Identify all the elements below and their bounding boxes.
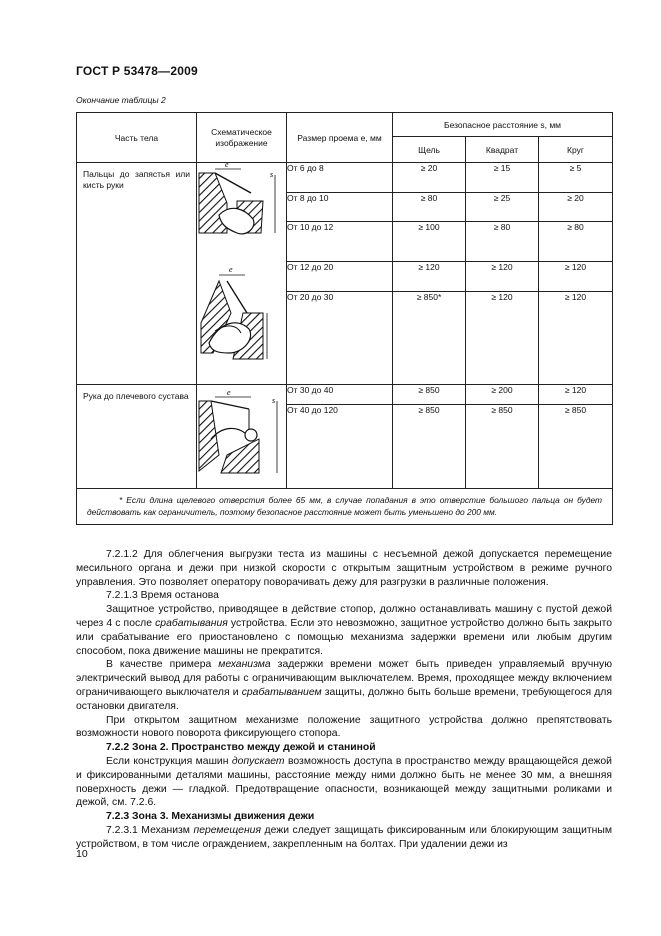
square-cell: ≥ 15: [466, 163, 539, 193]
square-cell: ≥ 80: [466, 222, 539, 262]
round-cell: ≥ 120: [539, 292, 613, 385]
paragraph-open-guard: При открытом защитном механизме положение защитного устройства должно препятствовать возможности нового поворота фиксирующего стопора.: [76, 714, 612, 740]
page-number: 10: [76, 848, 88, 860]
table-caption: Окончание таблицы 2: [76, 95, 166, 105]
paragraph-stop-time: Защитное устройство, приводящее в действие стопор, должно останавливать машину с пустой дежой через 4 с после срабатывания устройства. Если это невозможно, защитное устройство должно быть закрыто или срабатывание его приостановлено с помощью механизма задержки времени или любым другим способом, пока движение машины не прекратится.: [76, 604, 612, 657]
square-cell: ≥ 25: [466, 193, 539, 222]
size-cell: От 10 до 12: [287, 222, 393, 262]
header-scheme: Схематическое изображение: [197, 113, 287, 163]
round-cell: ≥ 120: [539, 385, 613, 405]
size-cell: От 8 до 10: [287, 193, 393, 222]
scheme-fingers: [197, 163, 287, 385]
slot-cell: ≥ 850: [393, 385, 466, 405]
paragraph-delay-example: В качестве примера механизма задержки времени может быть приведен управляемый вручную электрический вывод для работы с ограничивающим выключателем. Время, проходящее между включением ограничивающего выключателя и срабатыванием защиты, должно быть больше времени, требующегося для остановки двигателя.: [76, 659, 613, 712]
header-body-part: Часть тела: [77, 113, 197, 163]
svg-text:s: s: [270, 170, 274, 179]
round-cell: ≥ 120: [539, 262, 613, 292]
slot-cell: ≥ 120: [393, 262, 466, 292]
round-cell: ≥ 5: [539, 163, 613, 193]
size-cell: От 30 до 40: [287, 385, 393, 405]
header-safe-distance: Безопасное расстояние s, мм: [393, 113, 613, 137]
heading-zone-3: 7.2.3 Зона 3. Механизмы движения дежи: [106, 811, 315, 823]
slot-cell: ≥ 20: [393, 163, 466, 193]
svg-text:e: e: [229, 265, 233, 274]
slot-cell: ≥ 850: [393, 405, 466, 489]
fingers-scheme-figure: [197, 163, 286, 383]
round-cell: ≥ 80: [539, 222, 613, 262]
header-slot: Щель: [393, 137, 466, 163]
body-part-fingers: Пальцы до запястья или кисть руки: [77, 163, 197, 385]
header-round: Круг: [539, 137, 613, 163]
square-cell: ≥ 120: [466, 262, 539, 292]
table-footnote: * Если длина щелевого отверстия более 65 мм, в случае попадания в это отверстие большого пальца он будет действовать как ограничитель, поэтому безопасное расстояние может быть уменьшено до 200 мм.: [77, 489, 613, 525]
scheme-arm: [197, 385, 287, 489]
svg-text:s: s: [272, 396, 276, 405]
paragraph-7-2-3-1: 7.2.3.1 Механизм перемещения дежи следует защищать фиксированным или блокирующим защитным устройством, в том числе ограждением, закрепленным на болтах. При удалении дежи из: [76, 824, 612, 850]
standard-header: ГОСТ Р 53478—2009: [76, 64, 198, 78]
size-cell: От 6 до 8: [287, 163, 393, 193]
slot-cell: ≥ 850*: [393, 292, 466, 385]
round-cell: ≥ 20: [539, 193, 613, 222]
square-cell: ≥ 200: [466, 385, 539, 405]
body-text: [76, 548, 612, 852]
slot-cell: ≥ 80: [393, 193, 466, 222]
size-cell: От 40 до 120: [287, 405, 393, 489]
slot-cell: ≥ 100: [393, 222, 466, 262]
svg-text:e: e: [227, 388, 231, 397]
paragraph-7-2-1-3: 7.2.1.3 Время останова: [106, 590, 219, 602]
body-part-arm: Рука до плечевого сустава: [77, 385, 197, 489]
header-opening: Размер проема е, мм: [287, 113, 393, 163]
arm-scheme-figure: [197, 385, 286, 485]
heading-zone-2: 7.2.2 Зона 2. Пространство между дежой и станиной: [106, 742, 376, 754]
svg-text:e: e: [225, 163, 229, 169]
safety-distance-table: [76, 112, 613, 525]
square-cell: ≥ 850: [466, 405, 539, 489]
size-cell: От 12 до 20: [287, 262, 393, 292]
square-cell: ≥ 120: [466, 292, 539, 385]
paragraph-7-2-1-2: 7.2.1.2 Для облегчения выгрузки теста из машины с несъемной дежой допускается перемещение месильного органа и дежи при низкой скорости с открытым защитным устройством в режиме ручного управления. Это позволяет оператору поворачивать дежу для разгрузки в различные положения.: [76, 549, 612, 588]
size-cell: От 20 до 30: [287, 292, 393, 385]
paragraph-zone-2: Если конструкция машин допускает возможность доступа в пространство между вращающейся дежой и фиксированными деталями машины, расстояние между ними должно быть не менее 30 мм, а внешняя поверхность дежи — гладкой. Предотвращение опасности, возникающей между защитными роликами и дежой, см. 7.2.6.: [76, 755, 612, 809]
round-cell: ≥ 850: [539, 405, 613, 489]
header-square: Квадрат: [466, 137, 539, 163]
